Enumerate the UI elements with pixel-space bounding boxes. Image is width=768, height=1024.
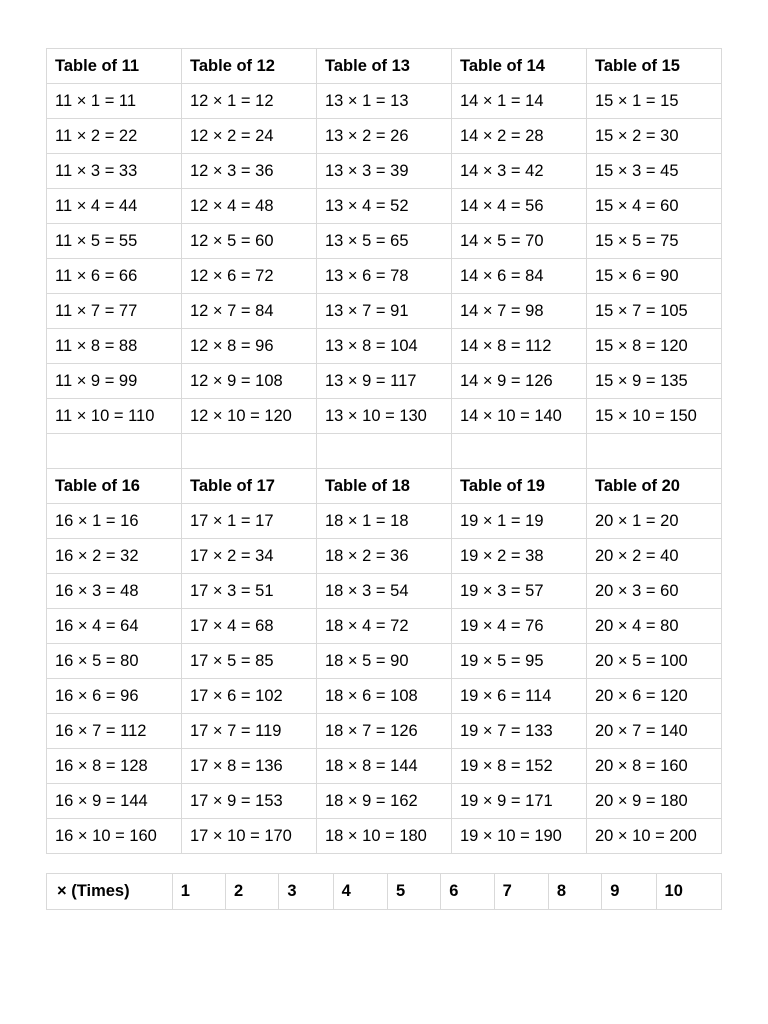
times-row bbox=[47, 874, 722, 910]
table-cell: 12 × 9 = 108 bbox=[182, 364, 317, 399]
table-row bbox=[47, 644, 722, 679]
table-heading: Table of 14 bbox=[452, 49, 587, 84]
table-heading: Table of 12 bbox=[182, 49, 317, 84]
table-row bbox=[47, 329, 722, 364]
table-cell: 18 × 2 = 36 bbox=[317, 539, 452, 574]
table-heading: Table of 17 bbox=[182, 469, 317, 504]
table-cell: 13 × 3 = 39 bbox=[317, 154, 452, 189]
table-cell: 11 × 5 = 55 bbox=[47, 224, 182, 259]
empty-cell bbox=[182, 434, 317, 469]
table-cell: 12 × 10 = 120 bbox=[182, 399, 317, 434]
table-cell: 15 × 1 = 15 bbox=[587, 84, 722, 119]
table-cell: 17 × 5 = 85 bbox=[182, 644, 317, 679]
table-cell: 15 × 8 = 120 bbox=[587, 329, 722, 364]
table-cell: 16 × 4 = 64 bbox=[47, 609, 182, 644]
table-cell: 13 × 6 = 78 bbox=[317, 259, 452, 294]
table-row bbox=[47, 119, 722, 154]
table-cell: 11 × 4 = 44 bbox=[47, 189, 182, 224]
table-cell: 15 × 10 = 150 bbox=[587, 399, 722, 434]
table-cell: 19 × 3 = 57 bbox=[452, 574, 587, 609]
table-cell: 12 × 4 = 48 bbox=[182, 189, 317, 224]
table-cell: 14 × 7 = 98 bbox=[452, 294, 587, 329]
table-cell: 19 × 6 = 114 bbox=[452, 679, 587, 714]
table-heading: Table of 13 bbox=[317, 49, 452, 84]
table-cell: 20 × 10 = 200 bbox=[587, 819, 722, 854]
table-cell: 19 × 8 = 152 bbox=[452, 749, 587, 784]
table-row bbox=[47, 364, 722, 399]
table-cell: 18 × 1 = 18 bbox=[317, 504, 452, 539]
table-row bbox=[47, 189, 722, 224]
table-cell: 17 × 8 = 136 bbox=[182, 749, 317, 784]
table-cell: 15 × 6 = 90 bbox=[587, 259, 722, 294]
table-cell: 19 × 9 = 171 bbox=[452, 784, 587, 819]
table-heading: Table of 19 bbox=[452, 469, 587, 504]
table-cell: 15 × 2 = 30 bbox=[587, 119, 722, 154]
table-cell: 12 × 7 = 84 bbox=[182, 294, 317, 329]
table-cell: 14 × 10 = 140 bbox=[452, 399, 587, 434]
table-cell: 18 × 9 = 162 bbox=[317, 784, 452, 819]
table-cell: 18 × 4 = 72 bbox=[317, 609, 452, 644]
table-cell: 11 × 8 = 88 bbox=[47, 329, 182, 364]
table-cell: 20 × 4 = 80 bbox=[587, 609, 722, 644]
table-cell: 16 × 1 = 16 bbox=[47, 504, 182, 539]
table-cell: 20 × 2 = 40 bbox=[587, 539, 722, 574]
table-cell: 12 × 8 = 96 bbox=[182, 329, 317, 364]
table-cell: 17 × 9 = 153 bbox=[182, 784, 317, 819]
table-cell: 20 × 5 = 100 bbox=[587, 644, 722, 679]
table-cell: 20 × 7 = 140 bbox=[587, 714, 722, 749]
table-cell: 12 × 2 = 24 bbox=[182, 119, 317, 154]
table-cell: 13 × 8 = 104 bbox=[317, 329, 452, 364]
times-value: 9 bbox=[602, 874, 656, 910]
times-value: 7 bbox=[494, 874, 548, 910]
table-cell: 19 × 5 = 95 bbox=[452, 644, 587, 679]
table-cell: 16 × 3 = 48 bbox=[47, 574, 182, 609]
table-heading: Table of 18 bbox=[317, 469, 452, 504]
times-value: 3 bbox=[279, 874, 333, 910]
table-cell: 17 × 6 = 102 bbox=[182, 679, 317, 714]
table-row bbox=[47, 399, 722, 434]
table-cell: 15 × 3 = 45 bbox=[587, 154, 722, 189]
empty-cell bbox=[452, 434, 587, 469]
times-value: 10 bbox=[656, 874, 721, 910]
table-cell: 17 × 2 = 34 bbox=[182, 539, 317, 574]
times-reference-row bbox=[46, 873, 722, 910]
table-heading: Table of 11 bbox=[47, 49, 182, 84]
table-cell: 14 × 4 = 56 bbox=[452, 189, 587, 224]
table-heading: Table of 20 bbox=[587, 469, 722, 504]
table-row bbox=[47, 224, 722, 259]
times-value: 6 bbox=[441, 874, 494, 910]
empty-cell bbox=[587, 434, 722, 469]
table-cell: 17 × 7 = 119 bbox=[182, 714, 317, 749]
table-cell: 13 × 4 = 52 bbox=[317, 189, 452, 224]
times-value: 8 bbox=[548, 874, 601, 910]
table-cell: 19 × 2 = 38 bbox=[452, 539, 587, 574]
table-cell: 15 × 5 = 75 bbox=[587, 224, 722, 259]
table-cell: 20 × 9 = 180 bbox=[587, 784, 722, 819]
times-value: 5 bbox=[387, 874, 440, 910]
table-cell: 14 × 1 = 14 bbox=[452, 84, 587, 119]
table-cell: 16 × 9 = 144 bbox=[47, 784, 182, 819]
table-row bbox=[47, 539, 722, 574]
table-cell: 14 × 2 = 28 bbox=[452, 119, 587, 154]
table-cell: 17 × 3 = 51 bbox=[182, 574, 317, 609]
table-cell: 20 × 6 = 120 bbox=[587, 679, 722, 714]
table-cell: 14 × 3 = 42 bbox=[452, 154, 587, 189]
table-cell: 13 × 10 = 130 bbox=[317, 399, 452, 434]
table-cell: 16 × 5 = 80 bbox=[47, 644, 182, 679]
table-cell: 20 × 8 = 160 bbox=[587, 749, 722, 784]
table-cell: 16 × 6 = 96 bbox=[47, 679, 182, 714]
times-label: × (Times) bbox=[47, 874, 173, 910]
table-heading: Table of 15 bbox=[587, 49, 722, 84]
times-value: 1 bbox=[172, 874, 225, 910]
multiplication-tables bbox=[46, 48, 722, 854]
table-row bbox=[47, 714, 722, 749]
table-cell: 16 × 8 = 128 bbox=[47, 749, 182, 784]
table-row bbox=[47, 819, 722, 854]
table-cell: 18 × 10 = 180 bbox=[317, 819, 452, 854]
table-cell: 17 × 10 = 170 bbox=[182, 819, 317, 854]
empty-cell bbox=[47, 434, 182, 469]
times-value: 2 bbox=[226, 874, 279, 910]
table-cell: 11 × 10 = 110 bbox=[47, 399, 182, 434]
table-cell: 11 × 7 = 77 bbox=[47, 294, 182, 329]
table-cell: 19 × 7 = 133 bbox=[452, 714, 587, 749]
table-cell: 17 × 4 = 68 bbox=[182, 609, 317, 644]
table-cell: 14 × 6 = 84 bbox=[452, 259, 587, 294]
table-row bbox=[47, 749, 722, 784]
table-row bbox=[47, 84, 722, 119]
table-cell: 19 × 10 = 190 bbox=[452, 819, 587, 854]
table-cell: 11 × 1 = 11 bbox=[47, 84, 182, 119]
table-cell: 13 × 9 = 117 bbox=[317, 364, 452, 399]
table-cell: 12 × 5 = 60 bbox=[182, 224, 317, 259]
table-cell: 12 × 1 = 12 bbox=[182, 84, 317, 119]
table-cell: 15 × 7 = 105 bbox=[587, 294, 722, 329]
times-value: 4 bbox=[333, 874, 387, 910]
table-cell: 18 × 8 = 144 bbox=[317, 749, 452, 784]
table-cell: 19 × 4 = 76 bbox=[452, 609, 587, 644]
table-row bbox=[47, 609, 722, 644]
table-cell: 13 × 5 = 65 bbox=[317, 224, 452, 259]
empty-cell bbox=[317, 434, 452, 469]
table-cell: 15 × 4 = 60 bbox=[587, 189, 722, 224]
table-cell: 11 × 6 = 66 bbox=[47, 259, 182, 294]
table-cell: 18 × 7 = 126 bbox=[317, 714, 452, 749]
table-cell: 16 × 2 = 32 bbox=[47, 539, 182, 574]
table-cell: 16 × 10 = 160 bbox=[47, 819, 182, 854]
table-cell: 20 × 1 = 20 bbox=[587, 504, 722, 539]
table-cell: 11 × 9 = 99 bbox=[47, 364, 182, 399]
table-cell: 16 × 7 = 112 bbox=[47, 714, 182, 749]
table-cell: 18 × 6 = 108 bbox=[317, 679, 452, 714]
table-header-row bbox=[47, 49, 722, 84]
table-cell: 13 × 2 = 26 bbox=[317, 119, 452, 154]
table-header-row bbox=[47, 469, 722, 504]
table-row bbox=[47, 679, 722, 714]
table-heading: Table of 16 bbox=[47, 469, 182, 504]
table-cell: 13 × 7 = 91 bbox=[317, 294, 452, 329]
table-cell: 17 × 1 = 17 bbox=[182, 504, 317, 539]
table-cell: 11 × 2 = 22 bbox=[47, 119, 182, 154]
table-row bbox=[47, 574, 722, 609]
table-cell: 18 × 5 = 90 bbox=[317, 644, 452, 679]
table-row bbox=[47, 784, 722, 819]
table-cell: 18 × 3 = 54 bbox=[317, 574, 452, 609]
table-cell: 14 × 5 = 70 bbox=[452, 224, 587, 259]
table-cell: 15 × 9 = 135 bbox=[587, 364, 722, 399]
spacer-row bbox=[47, 434, 722, 469]
table-cell: 14 × 9 = 126 bbox=[452, 364, 587, 399]
table-row bbox=[47, 294, 722, 329]
table-cell: 11 × 3 = 33 bbox=[47, 154, 182, 189]
table-cell: 14 × 8 = 112 bbox=[452, 329, 587, 364]
table-cell: 12 × 3 = 36 bbox=[182, 154, 317, 189]
table-row bbox=[47, 154, 722, 189]
table-cell: 13 × 1 = 13 bbox=[317, 84, 452, 119]
table-cell: 19 × 1 = 19 bbox=[452, 504, 587, 539]
table-cell: 12 × 6 = 72 bbox=[182, 259, 317, 294]
table-cell: 20 × 3 = 60 bbox=[587, 574, 722, 609]
table-row bbox=[47, 259, 722, 294]
table-row bbox=[47, 504, 722, 539]
